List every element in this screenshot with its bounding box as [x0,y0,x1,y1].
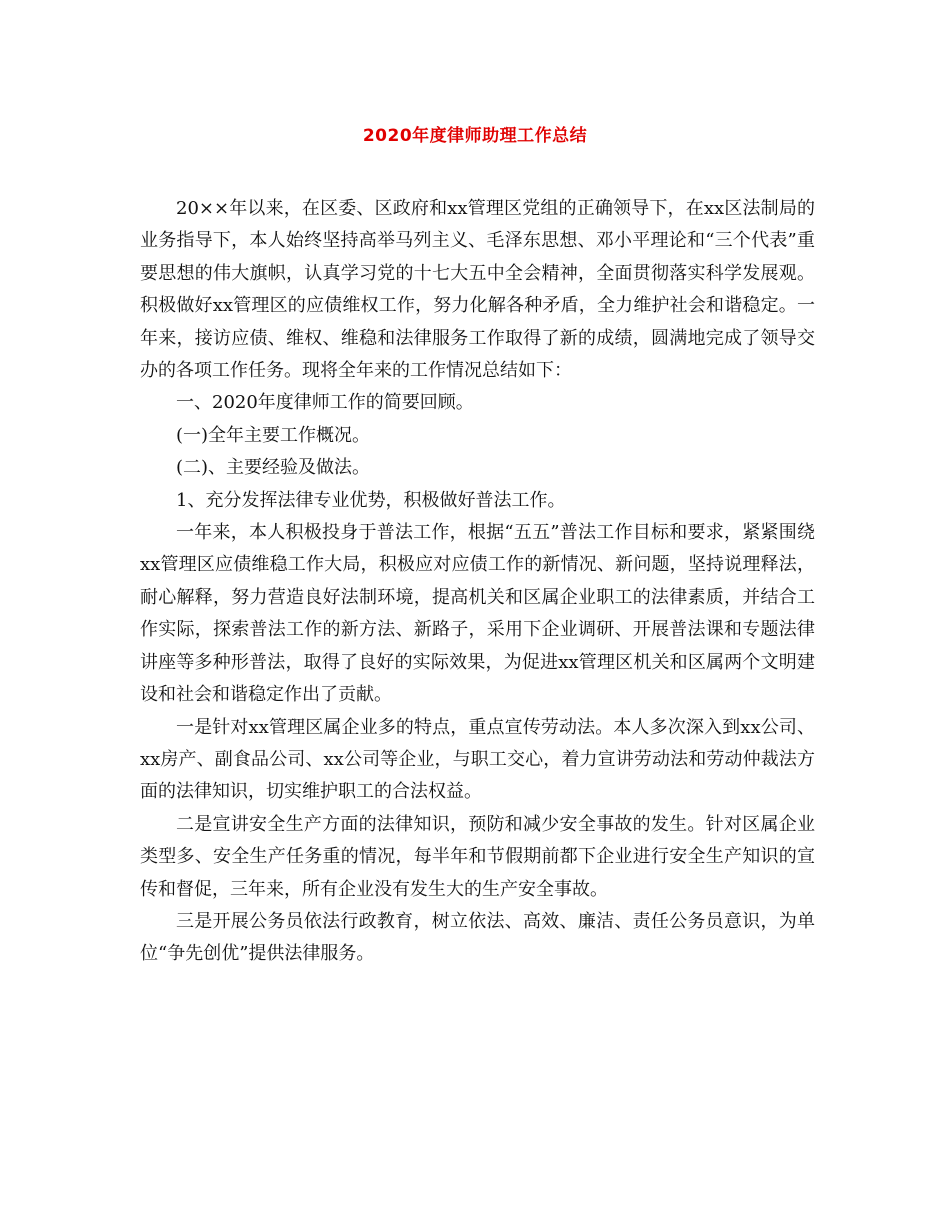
body-paragraph: (二)、主要经验及做法。 [176,457,371,479]
body-paragraph: (一)全年主要工作概况。 [176,424,371,446]
body-paragraph: 一是针对xx管理区属企业多的特点，重点宣传劳动法。本人多次深入到xx公司、xx房产、副食品公司、xx公司等企业，与职工交心，着力宣讲劳动法和劳动仲裁法方面的法律知识，切实维护职工的合法权益。 [140,716,815,803]
body-paragraph: 二是宣讲安全生产方面的法律知识，预防和减少安全事故的发生。针对区属企业类型多、安全生产任务重的情况，每半年和节假期前都下企业进行安全生产知识的宣传和督促，三年来，所有企业没有发生大的生产安全事故。 [140,813,815,900]
body-paragraph: 三是开展公务员依法行政教育，树立依法、高效、廉洁、责任公务员意识，为单位“争先创优”提供法律服务。 [140,910,815,965]
body-paragraph: 一年来，本人积极投身于普法工作，根据“五五”普法工作目标和要求，紧紧围绕xx管理区应债维稳工作大局，积极应对应债工作的新情况、新问题，坚持说理释法，耐心解释，努力营造良好法制环境，提高机关和区属企业职工的法律素质，并结合工作实际，探索普法工作的新方法、新路子，采用下企业调研、开展普法课和专题法律讲座等多种形普法，取得了良好的实际效果，为促进xx管理区机关和区属两个文明建设和社会和谐稳定作出了贡献。 [140,522,815,706]
body-paragraph: 一、2020年度律师工作的简要回顾。 [176,392,474,414]
body-paragraph: 20××年以来，在区委、区政府和xx管理区党组的正确领导下，在xx区法制局的业务指导下，本人始终坚持高举马列主义、毛泽东思想、邓小平理论和“三个代表”重要思想的伟大旗帜，认真学习党的十七大五中全会精神，全面贯彻落实科学发展观。积极做好xx管理区的应债维权工作，努力化解各种矛盾，全力维护社会和谐稳定。一年来，接访应债、维权、维稳和法律服务工作取得了新的成绩，圆满地完成了领导交办的各项工作任务。现将全年来的工作情况总结如下： [140,198,815,382]
document-body [140,193,815,971]
document-title: 2020年度律师助理工作总结 [362,126,588,146]
body-paragraph: 1、充分发挥法律专业优势，积极做好普法工作。 [176,489,566,511]
